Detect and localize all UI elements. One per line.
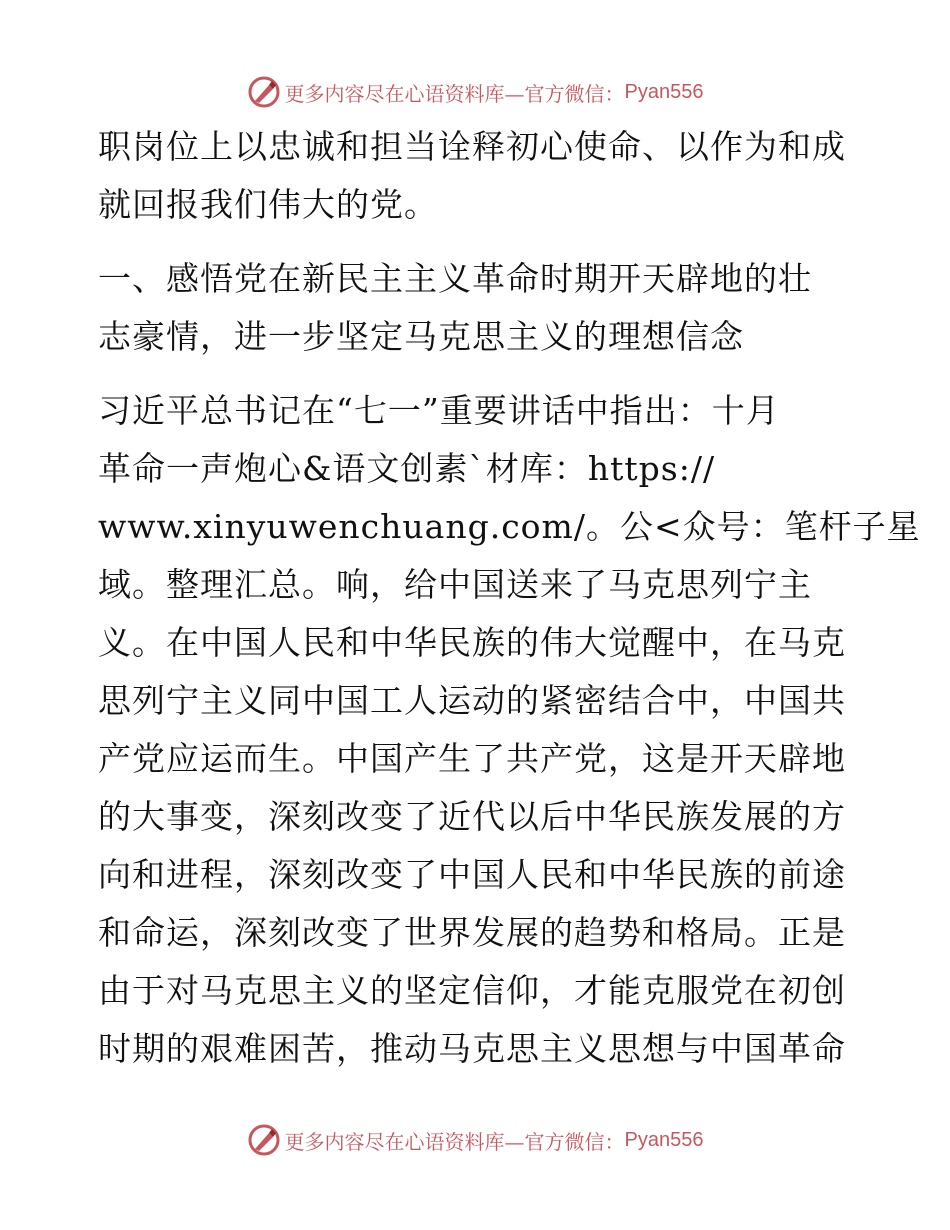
text-line: 的大事变，深刻改变了近代以后中华民族发展的方 [98, 797, 846, 836]
pen-logo-icon [247, 75, 281, 109]
text-line: 由于对马克思主义的坚定信仰，才能克服党在初创 [98, 971, 846, 1010]
wechat-id: Pyan556 [624, 1128, 704, 1151]
text-line: 产党应运而生。中国产生了共产党，这是开天辟地 [98, 739, 846, 778]
wechat-id: Pyan556 [624, 80, 704, 103]
document-body [98, 118, 921, 1078]
intro-paragraph [98, 118, 858, 234]
text-line: 习近平总书记在“七一”重要讲话中指出：十月 [98, 391, 780, 430]
header-banner [0, 72, 950, 112]
text-line: 一、感悟党在新民主主义革命时期开天辟地的壮 [98, 259, 812, 298]
text-line: 革命一声炮心&语文创素`材库：https:// [98, 449, 716, 488]
text-line: www.xinyuwenchuang.com/。公<众号：笔杆子星 [98, 507, 921, 546]
banner-text: 更多内容尽在心语资料库—官方微信： [284, 1129, 625, 1154]
body-paragraph [98, 382, 921, 1078]
text-line: 思列宁主义同中国工人运动的紧密结合中，中国共 [98, 681, 846, 720]
text-line: 域。整理汇总。响，给中国送来了马克思列宁主 [98, 565, 812, 604]
text-line: 就回报我们伟大的党。 [98, 185, 438, 224]
text-line: 志豪情，进一步坚定马克思主义的理想信念 [98, 317, 744, 356]
text-line: 时期的艰难困苦，推动马克思主义思想与中国革命 [98, 1029, 846, 1068]
text-line: 向和进程，深刻改变了中国人民和中华民族的前途 [98, 855, 846, 894]
section-heading [98, 250, 858, 366]
banner-text: 更多内容尽在心语资料库—官方微信： [284, 81, 625, 106]
pen-logo-icon [247, 1123, 281, 1157]
text-line: 和命运，深刻改变了世界发展的趋势和格局。正是 [98, 913, 846, 952]
text-line: 职岗位上以忠诚和担当诠释初心使命、以作为和成 [98, 127, 846, 166]
footer-banner [0, 1120, 950, 1160]
text-line: 义。在中国人民和中华民族的伟大觉醒中，在马克 [98, 623, 846, 662]
